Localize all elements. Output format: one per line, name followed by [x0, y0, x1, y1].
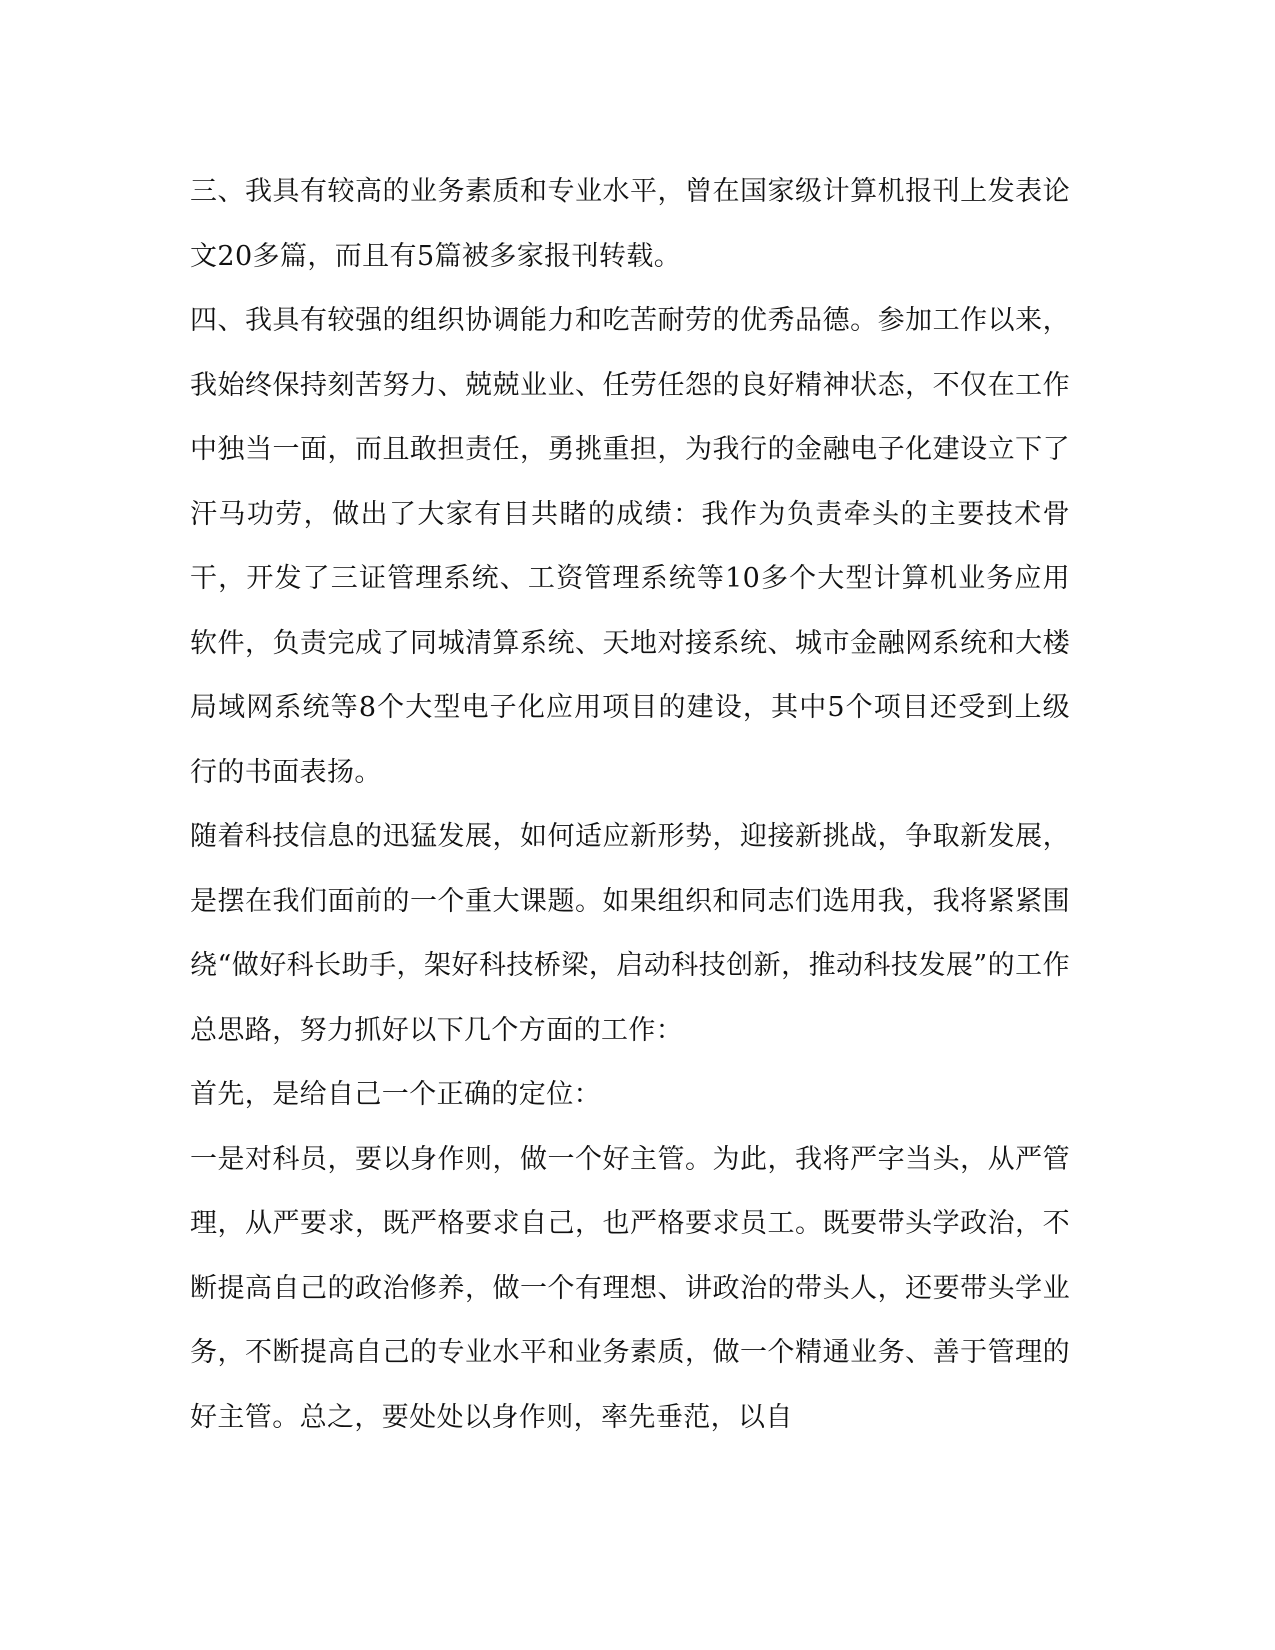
- paragraph-role-as-supervisor: 一是对科员，要以身作则，做一个好主管。为此，我将严字当头，从严管理，从严要求，既严格要求自己，也严格要求员工。既要带头学政治，不断提高自己的政治修养，做一个有理想、讲政治的带头人，还要带头学业务，不断提高自己的专业水平和业务素质，做一个精通业务、善于管理的好主管。总之，要处处以身作则，率先垂范，以自: [190, 1143, 1070, 1433]
- paragraph-work-plan-intro: 随着科技信息的迅猛发展，如何适应新形势，迎接新挑战，争取新发展，是摆在我们面前的一个重大课题。如果组织和同志们选用我，我将紧紧围绕“做好科长助手，架好科技桥梁，启动科技创新，推动科技发展”的工作总思路，努力抓好以下几个方面的工作：: [190, 821, 1070, 1046]
- paragraph-qualification-three: 三、我具有较高的业务素质和专业水平，曾在国家级计算机报刊上发表论文20多篇，而且有5篇被多家报刊转载。: [190, 176, 1070, 272]
- document-body: [190, 160, 1070, 1450]
- paragraph-positioning-heading: 首先，是给自己一个正确的定位：: [190, 1079, 601, 1110]
- paragraph-qualification-four: 四、我具有较强的组织协调能力和吃苦耐劳的优秀品德。参加工作以来，我始终保持刻苦努力、兢兢业业、任劳任怨的良好精神状态，不仅在工作中独当一面，而且敢担责任，勇挑重担，为我行的金融电子化建设立下了汗马功劳，做出了大家有目共睹的成绩：我作为负责牵头的主要技术骨干，开发了三证管理系统、工资管理系统等10多个大型计算机业务应用软件，负责完成了同城清算系统、天地对接系统、城市金融网系统和大楼局域网系统等8个大型电子化应用项目的建设，其中5个项目还受到上级行的书面表扬。: [190, 305, 1070, 788]
